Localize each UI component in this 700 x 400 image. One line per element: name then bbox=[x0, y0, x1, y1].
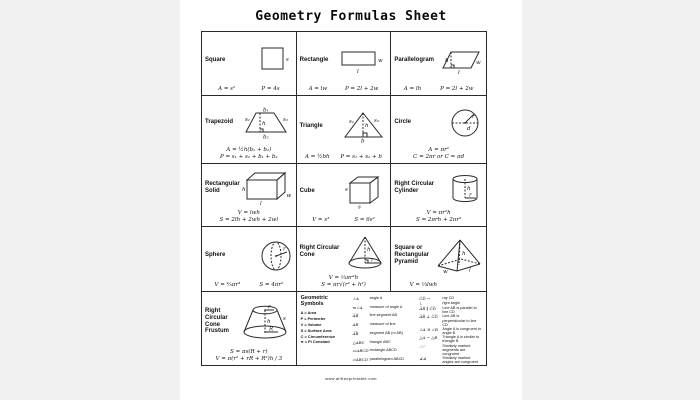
cell-pyramid bbox=[391, 227, 486, 292]
area-formula: A = lh bbox=[403, 86, 422, 92]
volume-formula: V = ⅓πr²h bbox=[328, 275, 359, 281]
sphere-figure bbox=[259, 240, 293, 272]
formulas-grid bbox=[201, 31, 487, 366]
shape-label: Parallelogram bbox=[394, 56, 435, 63]
perimeter-formula: P = 2l + 2w bbox=[344, 86, 379, 92]
dim-label: l bbox=[468, 267, 471, 273]
symbol-glyph: A̅B̅ ∥ C̅D̅ bbox=[419, 306, 436, 311]
legend-item: C = Circumference bbox=[300, 333, 336, 339]
symbol-glyph: m∠A bbox=[352, 304, 363, 310]
cell-right-circular-cylinder bbox=[391, 164, 486, 227]
dim-label: r bbox=[371, 257, 374, 264]
symbol-meaning: Triangle A is similar to triangle B bbox=[442, 335, 480, 344]
cell-sphere bbox=[202, 227, 297, 292]
circle-figure bbox=[447, 107, 483, 139]
symbols-title: Geometric Symbols bbox=[300, 295, 328, 308]
symbol-glyph: A̅B̅ bbox=[352, 313, 359, 319]
dim-label: b bbox=[361, 138, 365, 143]
cell-square bbox=[202, 32, 297, 96]
symbol-meaning: parallelogram ABCD bbox=[369, 356, 405, 361]
surface-area-formula: S = 4πr² bbox=[259, 282, 284, 288]
symbol-meaning: triangle ABC bbox=[369, 339, 391, 344]
dim-label: R bbox=[268, 326, 273, 332]
volume-formula: V = πr²h bbox=[426, 210, 451, 216]
symbol-meaning: line segment AB bbox=[369, 313, 398, 318]
symbol-glyph: ∠A bbox=[352, 296, 359, 301]
cylinder-figure bbox=[447, 173, 483, 204]
perimeter-formula: P = s₁ + s₂ + b₁ + b₂ bbox=[220, 154, 278, 160]
frustum-figure bbox=[237, 302, 293, 342]
symbol-glyph: ▭ABCD bbox=[352, 348, 369, 354]
volume-formula: V = lwh bbox=[237, 210, 260, 216]
cell-geometric-symbols bbox=[297, 292, 486, 365]
area-formula: A = πr² bbox=[428, 147, 449, 153]
dim-label: h bbox=[466, 185, 471, 192]
legend-item: P = Perimeter bbox=[300, 315, 326, 321]
shape-label: Square or Rectangular Pyramid bbox=[394, 245, 430, 265]
shape-label: Sphere bbox=[205, 252, 226, 259]
legend-item: V = Volume bbox=[300, 321, 322, 327]
symbol-meaning: Line AB is perpendicular to line CD bbox=[442, 314, 477, 327]
symbol-meaning: segment AB (m AB) bbox=[369, 330, 403, 335]
cell-cone-frustum bbox=[202, 292, 297, 365]
square-figure bbox=[253, 45, 293, 75]
symbol-glyph: AB bbox=[352, 322, 359, 328]
area-formula: A = s² bbox=[218, 86, 236, 92]
symbol-meaning: Similarly marked angles are congruent bbox=[442, 356, 479, 365]
shape-label: Square bbox=[205, 56, 226, 63]
area-formula: A = ½bh bbox=[305, 154, 330, 160]
symbol-meaning: measure of line bbox=[369, 322, 396, 327]
cell-rectangular-solid bbox=[202, 164, 297, 227]
symbol-glyph: △A ~ △B bbox=[419, 335, 438, 341]
dim-label: s bbox=[282, 315, 286, 322]
dim-label: r bbox=[471, 113, 475, 120]
cell-cube bbox=[297, 164, 392, 227]
dim-label: h bbox=[261, 121, 266, 127]
dim-label: s₁ bbox=[244, 117, 250, 123]
surface-area-formula: S = πs(R + r) bbox=[230, 349, 268, 355]
symbol-meaning: measure of angle A bbox=[369, 304, 403, 309]
dim-label: r bbox=[267, 304, 271, 310]
area-formula: A = ½h(b₁ + b₂) bbox=[226, 147, 272, 153]
dim-label: l bbox=[357, 69, 360, 75]
dim-label: h bbox=[241, 187, 246, 193]
rectangle-figure bbox=[339, 45, 387, 75]
cube-figure bbox=[343, 174, 387, 209]
symbol-meaning: right angle bbox=[442, 301, 461, 305]
shape-label: Circle bbox=[394, 119, 412, 126]
document-page bbox=[180, 0, 522, 400]
trapezoid-figure bbox=[241, 106, 293, 139]
parallelogram-figure bbox=[435, 45, 483, 75]
perimeter-formula: P = 4s bbox=[261, 86, 280, 92]
dim-label: d bbox=[466, 125, 471, 132]
surface-area-formula: S = 6s² bbox=[354, 217, 375, 223]
dim-label: r bbox=[468, 192, 472, 198]
dim-label: b₂ bbox=[262, 134, 269, 139]
perimeter-formula: P = s₁ + s₂ + b bbox=[340, 154, 382, 160]
symbols-column-1 bbox=[353, 295, 416, 362]
legend-item: π = Pi Constant bbox=[300, 339, 330, 345]
dim-label: l bbox=[259, 201, 262, 206]
cell-right-circular-cone bbox=[297, 227, 392, 292]
symbol-glyph: ∟ bbox=[419, 301, 423, 306]
symbol-meaning: rectangle ABCD bbox=[369, 348, 397, 353]
shape-label: Right Circular Cone bbox=[299, 245, 340, 258]
symbol-glyph: C̅D̅ → bbox=[419, 296, 431, 301]
cone-figure bbox=[343, 234, 387, 270]
dim-label: h bbox=[445, 58, 449, 64]
symbol-glyph: A̅B̅ ⊥ C̅D̅ bbox=[419, 314, 438, 320]
dim-label: h bbox=[266, 318, 271, 325]
symbols-legend bbox=[301, 295, 349, 362]
legend-item: S = Surface Area bbox=[300, 327, 332, 333]
volume-formula: V = ⁴⁄₃πr³ bbox=[214, 282, 241, 288]
triangle-figure bbox=[341, 110, 387, 143]
cell-parallelogram bbox=[391, 32, 486, 96]
dim-label: s₂ bbox=[374, 117, 380, 124]
symbol-glyph: ∡∡ bbox=[419, 356, 427, 362]
pyramid-figure bbox=[433, 237, 483, 275]
area-formula: A = lw bbox=[308, 86, 328, 92]
dim-label: s₁ bbox=[349, 118, 355, 125]
dim-label: h bbox=[367, 247, 371, 253]
surface-area-formula: S = 2lh + 2wh + 2wl bbox=[219, 217, 279, 223]
perimeter-formula: P = 2l + 2w bbox=[440, 86, 474, 92]
symbol-meaning: Similarly marked segments are congruent bbox=[442, 343, 471, 356]
surface-area-formula: S = πr√(r² + h²) bbox=[321, 282, 366, 288]
dim-label: w bbox=[378, 58, 384, 64]
shape-label: Rectangle bbox=[299, 56, 329, 63]
dim-label: s bbox=[345, 187, 349, 193]
symbol-glyph: △ABC bbox=[352, 339, 365, 345]
dim-label: h bbox=[365, 122, 369, 129]
shape-label: Trapezoid bbox=[205, 119, 234, 126]
shape-label: Cube bbox=[299, 188, 315, 195]
cell-triangle bbox=[297, 96, 392, 164]
rectangular-solid-figure bbox=[241, 170, 293, 206]
dim-label: l bbox=[458, 70, 460, 75]
volume-formula: V = ⅓lwh bbox=[409, 282, 438, 288]
symbol-meaning: Line AB is parallel to line CD bbox=[442, 306, 477, 315]
cell-rectangle bbox=[297, 32, 392, 96]
shape-label: Right Circular Cone Frustum bbox=[205, 307, 229, 335]
shape-label: Rectangular Solid bbox=[205, 181, 240, 194]
footer-url: www.allfreeprintable.com bbox=[325, 376, 377, 381]
cell-circle bbox=[391, 96, 486, 164]
dim-label: b₁ bbox=[262, 107, 269, 114]
dim-label: w bbox=[286, 193, 291, 199]
volume-formula: V = s³ bbox=[312, 217, 330, 223]
shape-label: Triangle bbox=[299, 122, 323, 129]
dim-label: w bbox=[442, 268, 448, 275]
dim-label: w bbox=[476, 60, 481, 66]
symbol-meaning: angle A bbox=[369, 296, 383, 300]
symbol-meaning: ray CD bbox=[442, 296, 455, 300]
symbol-glyph: A͡B bbox=[352, 330, 359, 336]
dim-label: s bbox=[358, 204, 362, 209]
shape-label: Right Circular Cylinder bbox=[394, 181, 434, 194]
symbol-glyph: ▱ABCD bbox=[352, 356, 368, 362]
dim-label: h bbox=[461, 250, 466, 257]
dim-label: s₂ bbox=[282, 117, 288, 123]
dim-label: r bbox=[282, 246, 286, 252]
dim-label: s bbox=[285, 57, 289, 63]
symbol-glyph: ∠A ≅ ∠B bbox=[419, 326, 438, 332]
volume-formula: V = π(r² + rR + R²)h / 3 bbox=[215, 356, 283, 362]
page-title: Geometry Formulas Sheet bbox=[255, 9, 447, 24]
legend-item: A = Area bbox=[300, 310, 317, 316]
symbols-column-2 bbox=[419, 295, 482, 365]
surface-area-formula: S = 2πrh + 2πr² bbox=[416, 217, 462, 223]
symbol-meaning: Angle A is congruent to angle B bbox=[442, 326, 482, 336]
symbol-glyph: ⟋⟋ bbox=[419, 343, 425, 349]
circumference-formula: C = 2πr or C = πd bbox=[413, 154, 465, 160]
cell-trapezoid bbox=[202, 96, 297, 164]
